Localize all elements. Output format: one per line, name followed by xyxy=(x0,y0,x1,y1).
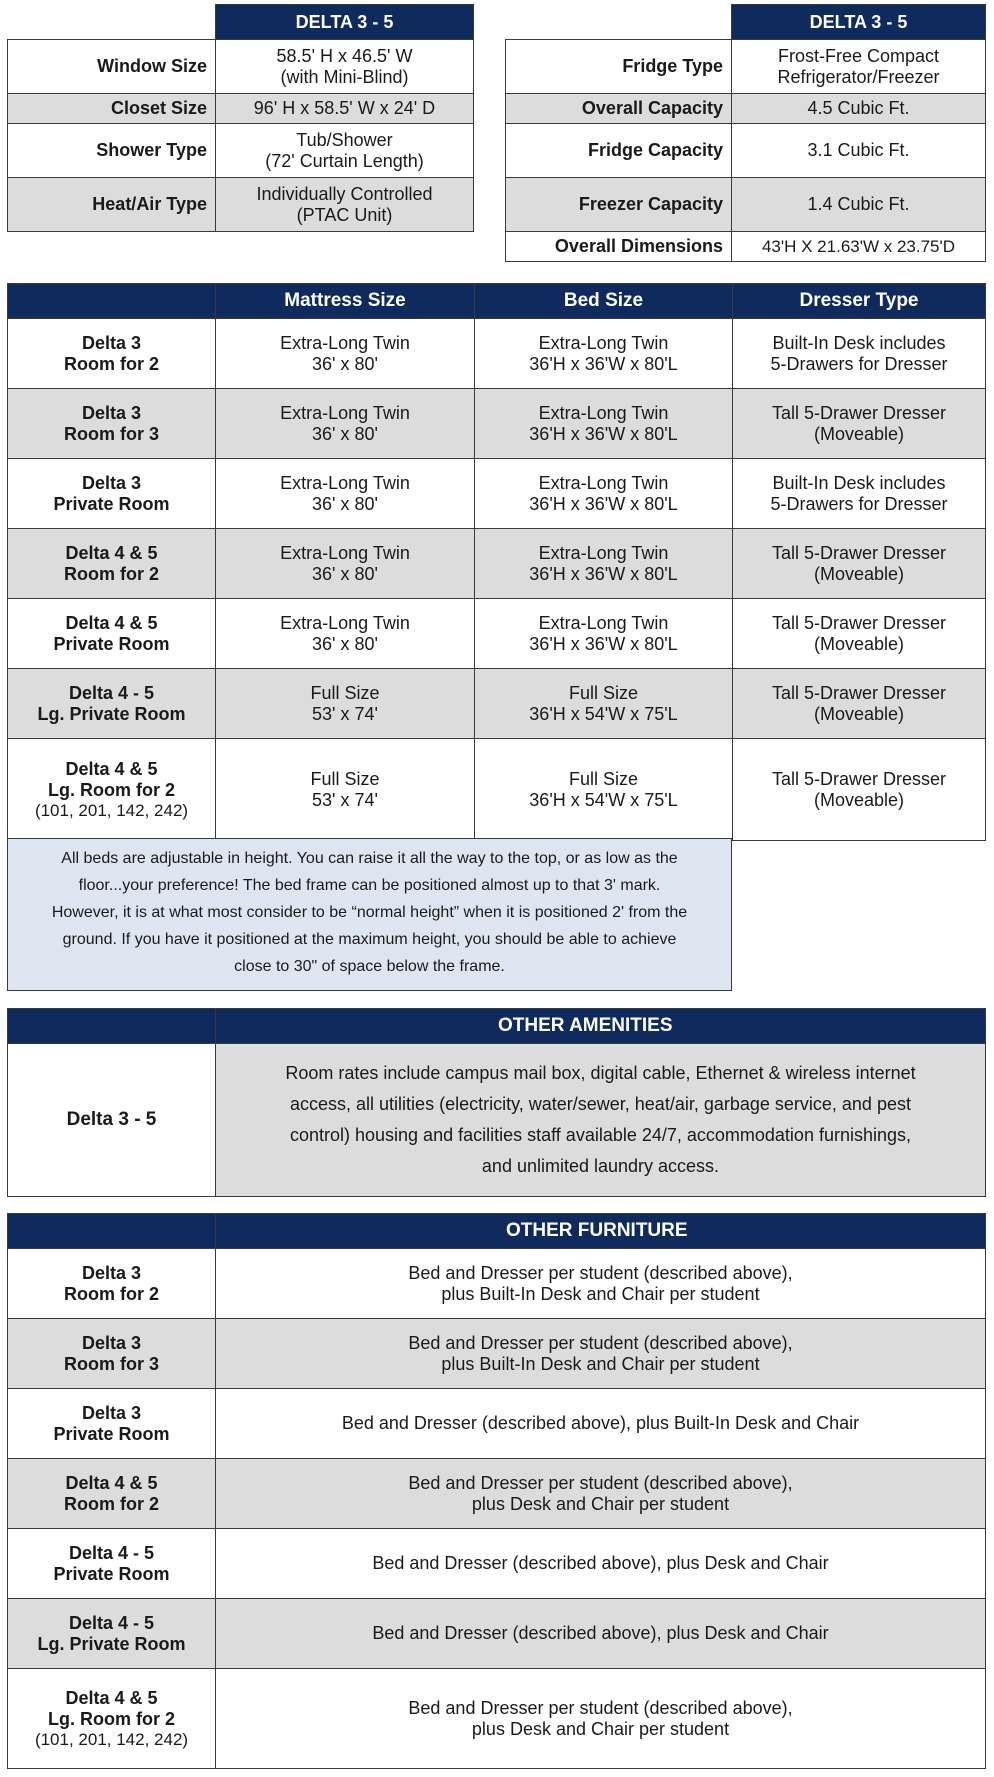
mattress-size: Extra-Long Twin 36' x 80' xyxy=(216,599,475,669)
dresser-type: Tall 5-Drawer Dresser (Moveable) xyxy=(733,389,986,459)
table-row xyxy=(8,1669,986,1769)
fridge-specs-header: DELTA 3 - 5 xyxy=(732,5,986,40)
bed-height-note: All beds are adjustable in height. You can raise it all the way to the top, or as low as the floor...your preference! The bed frame can be positioned almost up to that 3' mark. However, it is at what most consider to be “normal height” when it is positioned 2' from the ground. If you have it positioned at the maximum height, you should be able to achieve close to 30" of space below the frame. xyxy=(7,838,732,991)
fridge-spec-value: 1.4 Cubic Ft. xyxy=(732,178,986,232)
fridge-spec-value: Frost-Free Compact Refrigerator/Freezer xyxy=(732,40,986,94)
dresser-type: Built-In Desk includes 5-Drawers for Dresser xyxy=(733,459,986,529)
mattress-size: Extra-Long Twin 36' x 80' xyxy=(216,529,475,599)
furniture-text: Bed and Dresser (described above), plus Desk and Chair xyxy=(216,1529,986,1599)
room-name: Delta 3 Room for 3 xyxy=(8,1319,216,1389)
dresser-type-header: Dresser Type xyxy=(733,284,986,319)
fridge-spec-label: Overall Capacity xyxy=(506,94,732,124)
bed-size: Full Size 36'H x 54'W x 75'L xyxy=(475,739,733,841)
fridge-spec-value: 4.5 Cubic Ft. xyxy=(732,94,986,124)
room-name: Delta 4 & 5 Room for 2 xyxy=(8,1459,216,1529)
room-name: Delta 3 Room for 3 xyxy=(8,389,216,459)
room-spec-label: Heat/Air Type xyxy=(8,178,216,232)
dresser-type: Tall 5-Drawer Dresser (Moveable) xyxy=(733,599,986,669)
table-row xyxy=(8,1319,986,1389)
furniture-text: Bed and Dresser per student (described above), plus Desk and Chair per student xyxy=(216,1459,986,1529)
table-row xyxy=(8,1529,986,1599)
room-spec-label: Closet Size xyxy=(8,94,216,124)
amenities-text: Room rates include campus mail box, digital cable, Ethernet & wireless internet access, all utilities (electricity, water/sewer, heat/air, garbage service, and pest control) housing and facilities staff available 24/7, accommodation furnishings, and unlimited laundry access. xyxy=(216,1044,986,1197)
fridge-specs-table xyxy=(505,4,986,262)
room-name: Delta 4 - 5 Private Room xyxy=(8,1529,216,1599)
bed-size: Extra-Long Twin 36'H x 36'W x 80'L xyxy=(475,459,733,529)
table-row xyxy=(8,739,986,841)
mattress-size: Extra-Long Twin 36' x 80' xyxy=(216,389,475,459)
room-name: Delta 3 Private Room xyxy=(8,459,216,529)
table-row xyxy=(8,459,986,529)
amenities-header: OTHER AMENITIES xyxy=(216,1009,986,1044)
room-name: Delta 4 & 5 Lg. Room for 2 (101, 201, 142, 242) xyxy=(8,739,216,841)
room-name: Delta 3 Room for 2 xyxy=(8,319,216,389)
room-name: Delta 3 Private Room xyxy=(8,1389,216,1459)
table-row xyxy=(8,389,986,459)
mattress-size: Extra-Long Twin 36' x 80' xyxy=(216,319,475,389)
room-spec-value: Tub/Shower (72' Curtain Length) xyxy=(216,124,474,178)
room-name: Delta 4 - 5 Lg. Private Room xyxy=(8,1599,216,1669)
dresser-type: Built-In Desk includes 5-Drawers for Dresser xyxy=(733,319,986,389)
table-row xyxy=(8,1459,986,1529)
mattress-size: Extra-Long Twin 36' x 80' xyxy=(216,459,475,529)
fridge-spec-value: 3.1 Cubic Ft. xyxy=(732,124,986,178)
bed-size-header: Bed Size xyxy=(475,284,733,319)
room-name: Delta 4 & 5 Room for 2 xyxy=(8,529,216,599)
fridge-spec-label: Fridge Type xyxy=(506,40,732,94)
room-spec-value: Individually Controlled (PTAC Unit) xyxy=(216,178,474,232)
fridge-spec-label: Freezer Capacity xyxy=(506,178,732,232)
fridge-spec-label: Overall Dimensions xyxy=(506,232,732,262)
table-row xyxy=(8,529,986,599)
table-row xyxy=(8,599,986,669)
room-spec-value: 58.5' H x 46.5' W (with Mini-Blind) xyxy=(216,40,474,94)
bed-size: Extra-Long Twin 36'H x 36'W x 80'L xyxy=(475,389,733,459)
amenities-label: Delta 3 - 5 xyxy=(8,1044,216,1197)
furniture-text: Bed and Dresser per student (described above), plus Built-In Desk and Chair per student xyxy=(216,1319,986,1389)
bed-size: Extra-Long Twin 36'H x 36'W x 80'L xyxy=(475,529,733,599)
furniture-header: OTHER FURNITURE xyxy=(216,1214,986,1249)
dresser-type: Tall 5-Drawer Dresser (Moveable) xyxy=(733,529,986,599)
furniture-text: Bed and Dresser per student (described above), plus Desk and Chair per student xyxy=(216,1669,986,1769)
table-row xyxy=(8,1599,986,1669)
bed-size: Full Size 36'H x 54'W x 75'L xyxy=(475,669,733,739)
furniture-text: Bed and Dresser (described above), plus Built-In Desk and Chair xyxy=(216,1389,986,1459)
furniture-text: Bed and Dresser per student (described above), plus Built-In Desk and Chair per student xyxy=(216,1249,986,1319)
bed-header-blank xyxy=(8,284,216,319)
room-name: Delta 4 & 5 Private Room xyxy=(8,599,216,669)
mattress-size: Full Size 53' x 74' xyxy=(216,739,475,841)
room-spec-value: 96' H x 58.5' W x 24' D xyxy=(216,94,474,124)
room-name: Delta 4 & 5 Lg. Room for 2 (101, 201, 142, 242) xyxy=(8,1669,216,1769)
fridge-spec-value: 43'H X 21.63'W x 23.75'D xyxy=(732,232,986,262)
fridge-spec-label: Fridge Capacity xyxy=(506,124,732,178)
room-name: Delta 3 Room for 2 xyxy=(8,1249,216,1319)
room-name: Delta 4 - 5 Lg. Private Room xyxy=(8,669,216,739)
table-row xyxy=(8,669,986,739)
room-specs-table xyxy=(7,4,474,232)
dresser-type: Tall 5-Drawer Dresser (Moveable) xyxy=(733,669,986,739)
room-specs-header: DELTA 3 - 5 xyxy=(216,5,474,40)
table-row xyxy=(8,319,986,389)
amenities-table xyxy=(7,1008,986,1197)
room-spec-label: Window Size xyxy=(8,40,216,94)
room-spec-label: Shower Type xyxy=(8,124,216,178)
furniture-table xyxy=(7,1213,986,1769)
bed-size: Extra-Long Twin 36'H x 36'W x 80'L xyxy=(475,599,733,669)
mattress-size-header: Mattress Size xyxy=(216,284,475,319)
bed-sizes-table xyxy=(7,283,986,841)
mattress-size: Full Size 53' x 74' xyxy=(216,669,475,739)
table-row xyxy=(8,1389,986,1459)
furniture-text: Bed and Dresser (described above), plus Desk and Chair xyxy=(216,1599,986,1669)
table-row xyxy=(8,1249,986,1319)
dresser-type: Tall 5-Drawer Dresser (Moveable) xyxy=(733,739,986,841)
bed-size: Extra-Long Twin 36'H x 36'W x 80'L xyxy=(475,319,733,389)
